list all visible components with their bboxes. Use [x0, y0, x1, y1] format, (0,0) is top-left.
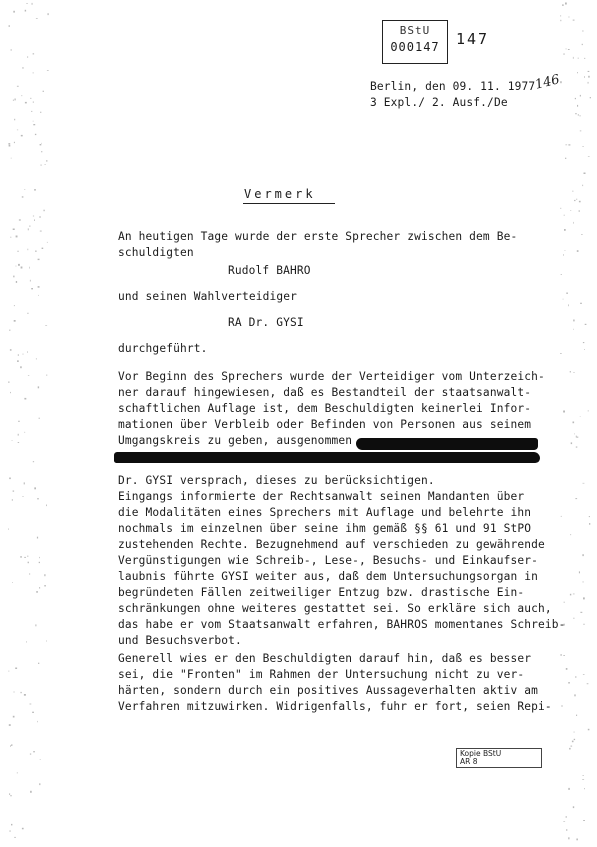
body-line: Dr. GYSI versprach, dieses zu berücksichtigen. [118, 474, 435, 487]
scan-speck [582, 31, 584, 32]
body-line: schaftlichen Auflage ist, dem Beschuldigten keinerlei Infor- [118, 402, 532, 415]
scan-speck [36, 18, 38, 19]
scan-speck [588, 410, 589, 411]
scan-speck [9, 145, 11, 147]
scan-speck [583, 597, 585, 599]
scan-speck [44, 585, 46, 586]
scan-speck [589, 523, 590, 525]
scan-speck [563, 655, 565, 656]
scan-speck [577, 72, 578, 73]
scan-speck [560, 20, 561, 21]
title-underline [243, 203, 335, 204]
scan-speck [585, 324, 587, 325]
scan-speck [10, 795, 12, 796]
scan-speck [17, 86, 19, 87]
body-line: begründeten Fällen zeitweiliger Entzug bzw. drastische Ein- [118, 586, 525, 599]
scan-speck [588, 82, 589, 84]
scan-speck [8, 382, 10, 383]
scan-speck [29, 226, 30, 227]
body-line: Vor Beginn des Sprechers wurde der Verteidiger vom Unterzeich- [118, 370, 545, 383]
scan-speck [563, 254, 564, 256]
body-line: zustehenden Rechte. Bezugnehmend auf verschieden zu gewährende [118, 538, 545, 551]
scan-speck [35, 134, 36, 135]
body-line: und Besuchsverbot. [118, 634, 242, 647]
scan-speck [17, 360, 19, 362]
scan-speck [10, 746, 11, 747]
scan-speck [24, 398, 26, 400]
scan-speck [33, 121, 34, 122]
scan-speck [560, 15, 561, 16]
body-line: nochmals im einzelnen über seine ihm gemäß §§ 61 und 91 StPO [118, 522, 532, 535]
scan-speck [11, 158, 12, 159]
scan-speck [33, 216, 34, 217]
body-line: und seinen Wahlverteidiger [118, 290, 298, 303]
accused-name: Rudolf BAHRO [228, 264, 311, 277]
scan-speck [39, 783, 40, 785]
scan-speck [47, 242, 48, 243]
scan-speck [39, 587, 40, 589]
scan-speck [580, 131, 582, 132]
scan-speck [14, 119, 15, 121]
scan-speck [588, 71, 590, 72]
scan-speck [28, 249, 29, 251]
scan-speck [38, 663, 39, 664]
scan-speck [10, 745, 12, 746]
scan-speck [569, 748, 571, 750]
scan-speck [568, 788, 570, 790]
scan-speck [9, 25, 10, 27]
scan-speck [33, 124, 35, 125]
scan-speck [13, 491, 15, 492]
scan-speck [34, 219, 35, 221]
body-line: Eingangs informierte der Rechtsanwalt seinen Mandanten über [118, 490, 525, 503]
scan-speck [21, 135, 23, 137]
scan-speck [561, 516, 562, 517]
scan-speck [568, 682, 570, 683]
scan-speck [582, 44, 583, 45]
scan-speck [573, 320, 574, 322]
scan-speck [45, 164, 46, 165]
redaction-bar [114, 452, 540, 463]
scan-speck [590, 97, 591, 98]
scan-speck [576, 839, 578, 841]
scan-speck [22, 828, 24, 830]
scan-speck [37, 498, 39, 499]
body-line: sei, die "Fronten" im Rahmen der Untersuchung nicht zu ver- [118, 668, 525, 681]
scan-speck [41, 151, 42, 152]
scan-speck [35, 251, 37, 252]
scan-speck [583, 820, 585, 821]
scan-speck [580, 95, 581, 97]
scan-speck [570, 534, 571, 535]
scan-speck [564, 602, 566, 603]
scan-speck [27, 556, 28, 557]
scan-speck [33, 461, 34, 462]
scan-speck [37, 537, 38, 539]
scan-speck [561, 274, 562, 275]
scan-speck [31, 288, 33, 289]
scan-speck [30, 280, 31, 282]
scan-speck [48, 13, 49, 15]
scan-speck [563, 299, 564, 300]
scan-speck [21, 692, 22, 693]
scan-speck [30, 704, 32, 705]
scan-speck [28, 228, 29, 230]
scan-speck [42, 248, 44, 249]
scan-speck [573, 806, 574, 808]
scan-speck [572, 741, 574, 743]
scan-speck [46, 505, 47, 507]
scan-speck [573, 57, 574, 59]
scan-speck [44, 574, 45, 576]
scan-speck [38, 386, 39, 388]
scan-speck [18, 264, 20, 266]
scan-speck [33, 102, 34, 103]
scan-speck [588, 729, 590, 731]
scan-speck [20, 366, 22, 368]
scan-speck [40, 144, 42, 145]
scan-speck [574, 732, 575, 733]
scan-speck [44, 210, 45, 212]
scan-speck [39, 557, 40, 558]
scan-speck [576, 447, 578, 448]
archive-stamp-line-2: AR 8 [460, 757, 478, 766]
scan-speck [573, 618, 574, 619]
scan-speck [582, 779, 584, 780]
scan-speck [8, 529, 9, 530]
scan-speck [39, 418, 40, 419]
scan-speck [9, 671, 10, 672]
scan-speck [30, 98, 31, 99]
scan-speck [563, 411, 565, 413]
scan-speck [574, 739, 575, 740]
scan-speck [9, 724, 11, 726]
scan-speck [589, 516, 590, 517]
scan-speck [9, 793, 10, 795]
scan-speck [10, 392, 11, 393]
scan-speck [580, 416, 581, 417]
scan-speck [568, 17, 569, 18]
scan-speck [17, 130, 18, 131]
page-number: 147 [456, 30, 490, 48]
scan-speck [28, 375, 29, 376]
body-line: härten, sondern durch ein positives Aussageverhalten aktiv am [118, 684, 539, 697]
scan-speck [30, 791, 32, 793]
body-line: schuldigten [118, 246, 194, 259]
scan-speck [14, 305, 15, 306]
scan-speck [25, 10, 26, 12]
scan-speck [587, 683, 589, 684]
scan-speck [566, 668, 568, 670]
scan-speck [573, 594, 575, 595]
scan-speck [582, 582, 583, 583]
scan-speck [29, 267, 30, 269]
scan-speck [566, 816, 567, 818]
scan-speck [583, 674, 585, 675]
scan-speck [13, 692, 15, 693]
scan-speck [560, 353, 561, 354]
scan-speck [22, 196, 24, 197]
redaction-bar [356, 438, 538, 450]
body-line: laubnis führte GYSI weiter aus, daß dem Untersuchungsorgan in [118, 570, 539, 583]
scan-speck [563, 54, 565, 55]
scan-speck [40, 112, 41, 113]
scan-speck [18, 354, 19, 356]
scan-speck [13, 716, 15, 718]
scan-speck [580, 115, 581, 116]
scan-speck [16, 266, 17, 267]
scan-speck [19, 219, 21, 220]
scan-speck [582, 775, 584, 776]
scan-speck [12, 582, 13, 583]
scan-speck [573, 422, 575, 424]
scan-speck [575, 98, 576, 99]
scan-speck [568, 49, 570, 50]
scan-speck [27, 56, 28, 58]
scan-speck [573, 329, 574, 330]
body-line: ner darauf hingewiesen, daß es Bestandteil der staatsanwalt- [118, 386, 532, 399]
scan-speck [584, 788, 585, 789]
scan-speck [36, 359, 37, 360]
scan-speck [25, 102, 27, 104]
scan-speck [22, 68, 24, 69]
handwritten-number: 146 [533, 72, 562, 93]
scan-speck [576, 715, 577, 716]
scan-speck [41, 143, 42, 144]
scan-speck [20, 556, 21, 558]
scan-speck [47, 70, 49, 71]
scan-speck [26, 3, 28, 4]
scan-speck [24, 189, 25, 190]
scan-speck [43, 91, 44, 92]
scan-speck [36, 591, 38, 593]
scan-speck [565, 250, 566, 251]
page-title: Vermerk [244, 187, 316, 201]
scan-speck [17, 251, 19, 252]
scan-speck [9, 478, 11, 480]
scan-speck [564, 229, 566, 231]
scan-speck [588, 76, 590, 78]
scan-speck [13, 11, 15, 13]
scan-speck [27, 351, 28, 353]
scan-speck [573, 20, 575, 21]
bstu-stamp [382, 20, 448, 64]
scan-speck [571, 746, 573, 747]
scan-speck [575, 498, 577, 499]
scan-speck [577, 105, 578, 107]
scan-speck [12, 499, 13, 500]
scan-speck [24, 432, 25, 433]
scan-speck [10, 237, 11, 238]
scan-speck [32, 712, 34, 713]
scan-speck [577, 437, 579, 438]
scan-speck [584, 173, 586, 175]
scan-speck [30, 754, 31, 755]
scan-speck [579, 210, 580, 212]
scan-speck [575, 676, 576, 677]
scan-speck [38, 295, 39, 296]
scan-speck [566, 829, 567, 831]
body-line: die Modalitäten eines Sprechers mit Auflage und belehrte ihn [118, 506, 532, 519]
scan-speck [570, 210, 571, 211]
scan-speck [15, 668, 17, 670]
scan-speck [45, 325, 47, 326]
scan-speck [38, 286, 40, 288]
scan-speck [588, 156, 590, 157]
scan-speck [15, 99, 16, 101]
body-line: mationen über Verbleib oder Befinden von Personen aus seinem [118, 418, 532, 431]
scan-speck [583, 624, 585, 625]
scan-speck [9, 330, 10, 332]
body-line: Umgangskreis zu geben, ausgenommen [118, 434, 353, 447]
stamp-line-2: 000147 [390, 40, 440, 54]
scan-speck [40, 231, 42, 232]
scan-speck [28, 562, 29, 564]
scan-speck [23, 354, 24, 355]
body-line: An heutigen Tage wurde der erste Sprecher zwischen dem Be- [118, 230, 518, 243]
scan-speck [21, 95, 22, 96]
scan-speck [39, 216, 41, 217]
scan-speck [40, 759, 41, 760]
scan-speck [580, 303, 582, 304]
copies-note: 3 Expl./ 2. Ausf./De [370, 96, 508, 109]
scan-speck [582, 146, 584, 147]
scan-speck [570, 371, 571, 372]
scan-speck [24, 557, 26, 558]
scan-speck [578, 58, 579, 59]
scan-speck [568, 837, 569, 839]
scan-speck [17, 772, 18, 773]
scan-speck [38, 259, 40, 260]
scan-speck [24, 482, 25, 484]
scan-speck [576, 436, 577, 438]
scan-speck [576, 199, 577, 200]
body-line: schränkungen ohne weiteres gestattet sei. So erkläre sich auch, [118, 602, 552, 615]
scan-speck [33, 53, 35, 54]
scan-speck [574, 694, 575, 696]
scan-speck [568, 144, 570, 145]
scan-speck [570, 594, 571, 596]
body-line: Generell wies er den Beschuldigten darauf hin, daß es besser [118, 652, 532, 665]
scan-speck [18, 421, 19, 422]
scan-speck [18, 442, 19, 443]
scan-speck [41, 164, 42, 166]
scan-speck [565, 158, 566, 159]
scan-speck [575, 113, 577, 114]
scan-speck [563, 821, 565, 822]
scan-speck [583, 483, 585, 484]
scan-speck [13, 229, 15, 231]
scan-speck [8, 143, 10, 144]
scan-speck [33, 751, 35, 752]
scan-speck [27, 313, 28, 314]
scan-speck [572, 191, 573, 192]
scan-speck [10, 349, 12, 351]
archive-stamp [456, 748, 542, 768]
scan-speck [22, 496, 23, 497]
scan-speck [562, 4, 563, 6]
scan-speck [574, 200, 575, 201]
scan-speck [34, 487, 36, 489]
scan-speck [584, 76, 585, 78]
scan-speck [561, 654, 562, 656]
scan-speck [574, 434, 575, 435]
scan-speck [579, 571, 580, 573]
scan-speck [568, 304, 569, 306]
stamp-line-1: BStU [399, 24, 431, 37]
scan-speck [29, 573, 30, 575]
scan-speck [582, 185, 583, 186]
place-date: Berlin, den 09. 11. 1977 [370, 80, 536, 93]
scan-speck [35, 624, 36, 626]
scan-speck [21, 267, 23, 269]
scan-speck [571, 442, 572, 444]
scan-speck [14, 837, 15, 838]
scan-speck [579, 201, 581, 203]
scan-speck [32, 3, 33, 5]
scan-speck [9, 831, 10, 832]
scan-speck [14, 320, 16, 322]
scan-speck [578, 114, 579, 115]
scan-speck [39, 562, 40, 563]
scan-speck [577, 250, 579, 252]
scan-speck [574, 372, 575, 373]
scan-speck [565, 3, 567, 5]
scan-speck [31, 111, 32, 112]
scan-speck [13, 276, 14, 278]
scan-speck [581, 234, 582, 235]
scan-speck [561, 706, 563, 707]
scan-speck [573, 222, 574, 224]
body-line: das habe er vom Staatsanwalt erfahren, BAHROS momentanes Schreib- [118, 618, 566, 631]
scan-speck [13, 100, 14, 101]
scan-speck [584, 349, 585, 350]
scan-speck [11, 49, 12, 50]
scan-speck [33, 73, 34, 74]
body-line: durchgeführt. [118, 342, 208, 355]
body-line: Verfahren mitzuwirken. Widrigenfalls, fuhr er fort, seien Repi- [118, 700, 552, 713]
scan-speck [582, 554, 583, 556]
scan-speck [564, 215, 565, 216]
scan-speck [566, 49, 567, 50]
lawyer-name: RA Dr. GYSI [228, 316, 304, 329]
scan-speck [560, 208, 561, 209]
scan-speck [46, 160, 47, 161]
scan-speck [26, 641, 27, 642]
scan-speck [12, 440, 13, 441]
scan-speck [34, 189, 36, 190]
scan-speck [14, 142, 15, 143]
body-line: Vergünstigungen wie Schreib-, Lese-, Besuchs- und Einkaufser- [118, 554, 539, 567]
scan-speck [583, 342, 584, 343]
scan-speck [16, 281, 17, 283]
scan-speck [46, 375, 47, 376]
scan-speck [584, 58, 585, 59]
scan-speck [37, 721, 38, 722]
archive-stamp-line-1: Kopie BStU [460, 749, 502, 758]
scan-speck [46, 641, 47, 642]
scan-speck [24, 694, 26, 696]
scan-speck [18, 434, 19, 436]
scan-speck [580, 612, 582, 613]
scan-speck [566, 293, 568, 294]
scan-speck [11, 824, 12, 826]
scan-speck [565, 145, 567, 146]
scan-speck [16, 236, 18, 238]
